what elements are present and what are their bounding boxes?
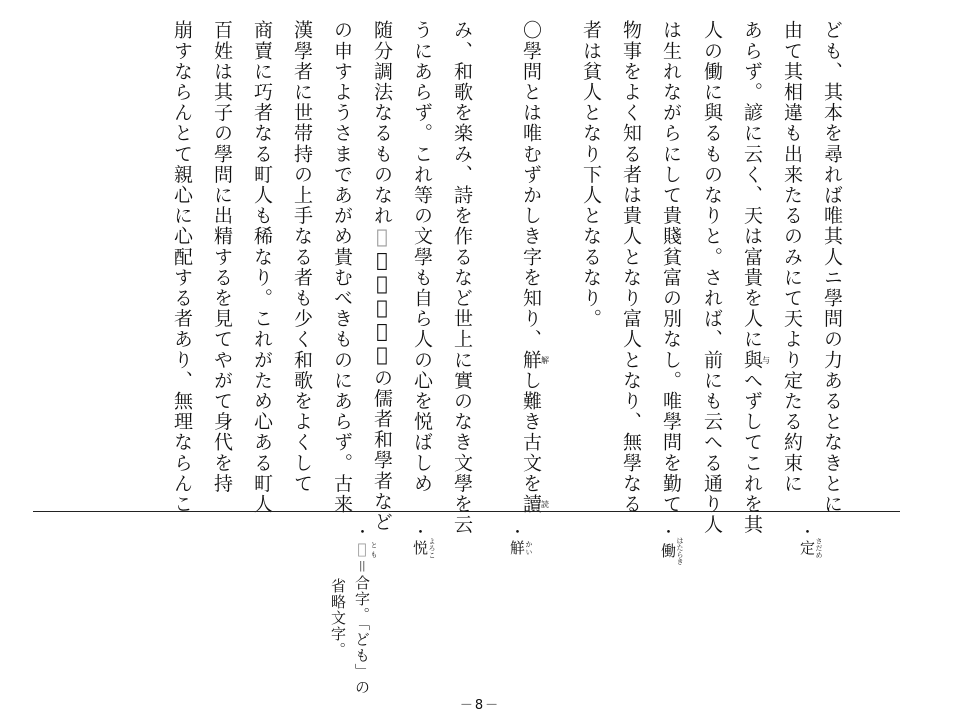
ruby-base: 讀 — [520, 493, 542, 515]
text-run: ども、其本を尋れば唯其人ニ學問の力あるとなきとに — [821, 20, 843, 515]
body-line — [661, 20, 680, 514]
text-run: 物事をよく知る者は貴人となり富人となり、無學なる — [620, 20, 642, 515]
body-line — [172, 20, 191, 514]
text-run: 商賣に巧者なる町人も稀なり。これがため心ある町人 — [251, 20, 273, 515]
footnote-bullet: ・ — [798, 524, 816, 540]
text-run: は生れながらにして貴賤貧富の別なし。唯學問を勤て — [660, 20, 682, 515]
footnote-bullet: ・ — [508, 524, 526, 540]
footnote-yorokobu — [412, 524, 436, 559]
body-line — [822, 20, 841, 514]
body-line — [372, 20, 391, 532]
ruby-base: 與 — [741, 349, 763, 371]
body-line — [332, 20, 351, 514]
footnote-word: 定 — [798, 537, 816, 559]
footnote-reading: さだめ — [815, 537, 823, 559]
ruby-reading: 与 — [761, 349, 771, 371]
body-line — [212, 20, 231, 494]
ruby-annotation — [520, 349, 550, 371]
ligature-glyph: 𪜈 — [371, 226, 393, 250]
footnote-kai — [509, 524, 533, 556]
text-run: へずしてこれを其 — [741, 370, 763, 536]
footnote-reading: とも — [370, 540, 378, 559]
footnote-reading: かい — [525, 540, 533, 556]
footnote-domo — [354, 524, 378, 696]
text-run: の申すようさまであがめ貴むべきものにあらず。古来 — [331, 20, 353, 515]
footnote-bullet: ・ — [659, 524, 677, 540]
text-run: あらず。諺に云く、天は富貴を人に — [741, 20, 763, 350]
footnote-bullet: ・ — [411, 524, 429, 540]
footnote-word: 働 — [659, 537, 677, 565]
text-run: 由て其相違も出来たるのみにて天より定たる約束に — [781, 20, 803, 494]
text-run: 随分調法なるものなれ — [371, 20, 393, 226]
text-run: み、和歌を楽み、詩を作るなど世上に實のなき文學を云 — [451, 20, 473, 535]
ruby-annotation — [741, 349, 771, 371]
body-line — [412, 20, 431, 494]
footnote-divider — [33, 511, 900, 512]
footnote-word: 悦 — [411, 537, 429, 559]
body-line — [292, 20, 311, 494]
page-number: －8－ — [459, 698, 501, 713]
ruby-reading: 読 — [540, 493, 550, 515]
text-run: し難き古文を — [520, 370, 542, 494]
body-line — [452, 20, 471, 535]
footnote-text: ＝合字。「ども」の — [353, 559, 371, 696]
text-run: 人の働に與るものなりと。されば、前にも云へる通り人 — [701, 20, 723, 535]
text-run: 、古来世間の儒者和學者など — [371, 249, 393, 533]
footnote-sadame — [799, 524, 823, 559]
footnote-word: 觧 — [508, 540, 526, 556]
body-line — [702, 20, 721, 535]
text-run: 者は貧人となり下人となるなり。 — [580, 20, 602, 329]
footnote-hataraki — [660, 524, 684, 565]
text-run: うにあらず。これ等の文學も自ら人の心を悦ばしめ — [411, 20, 433, 494]
footnote-domo-continuation: 省略文字。 — [329, 578, 347, 658]
text-run: 漢學者に世帯持の上手なる者も少く和歌をよくして — [291, 20, 313, 494]
footnote-bullet: ・ — [353, 524, 371, 540]
body-line — [581, 20, 600, 329]
body-line — [521, 20, 549, 514]
text-run: 百姓は其子の學問に出精するを見てやがて身代を持 — [211, 20, 233, 494]
text-run: 崩すならんとて親心に心配する者あり、無理ならんこ — [171, 20, 193, 515]
body-line — [742, 20, 770, 535]
footnote-reading: よろこ — [428, 537, 436, 559]
body-line — [621, 20, 640, 514]
body-line — [782, 20, 801, 494]
ruby-reading: 解 — [540, 349, 550, 371]
footnote-reading: はたらき — [676, 537, 684, 565]
text-run: 〇學問とは唯むずかしき字を知り、 — [520, 20, 542, 350]
footnote-word: 𪜈 — [353, 540, 371, 559]
body-line — [252, 20, 271, 514]
ruby-base: 觧 — [520, 349, 542, 371]
